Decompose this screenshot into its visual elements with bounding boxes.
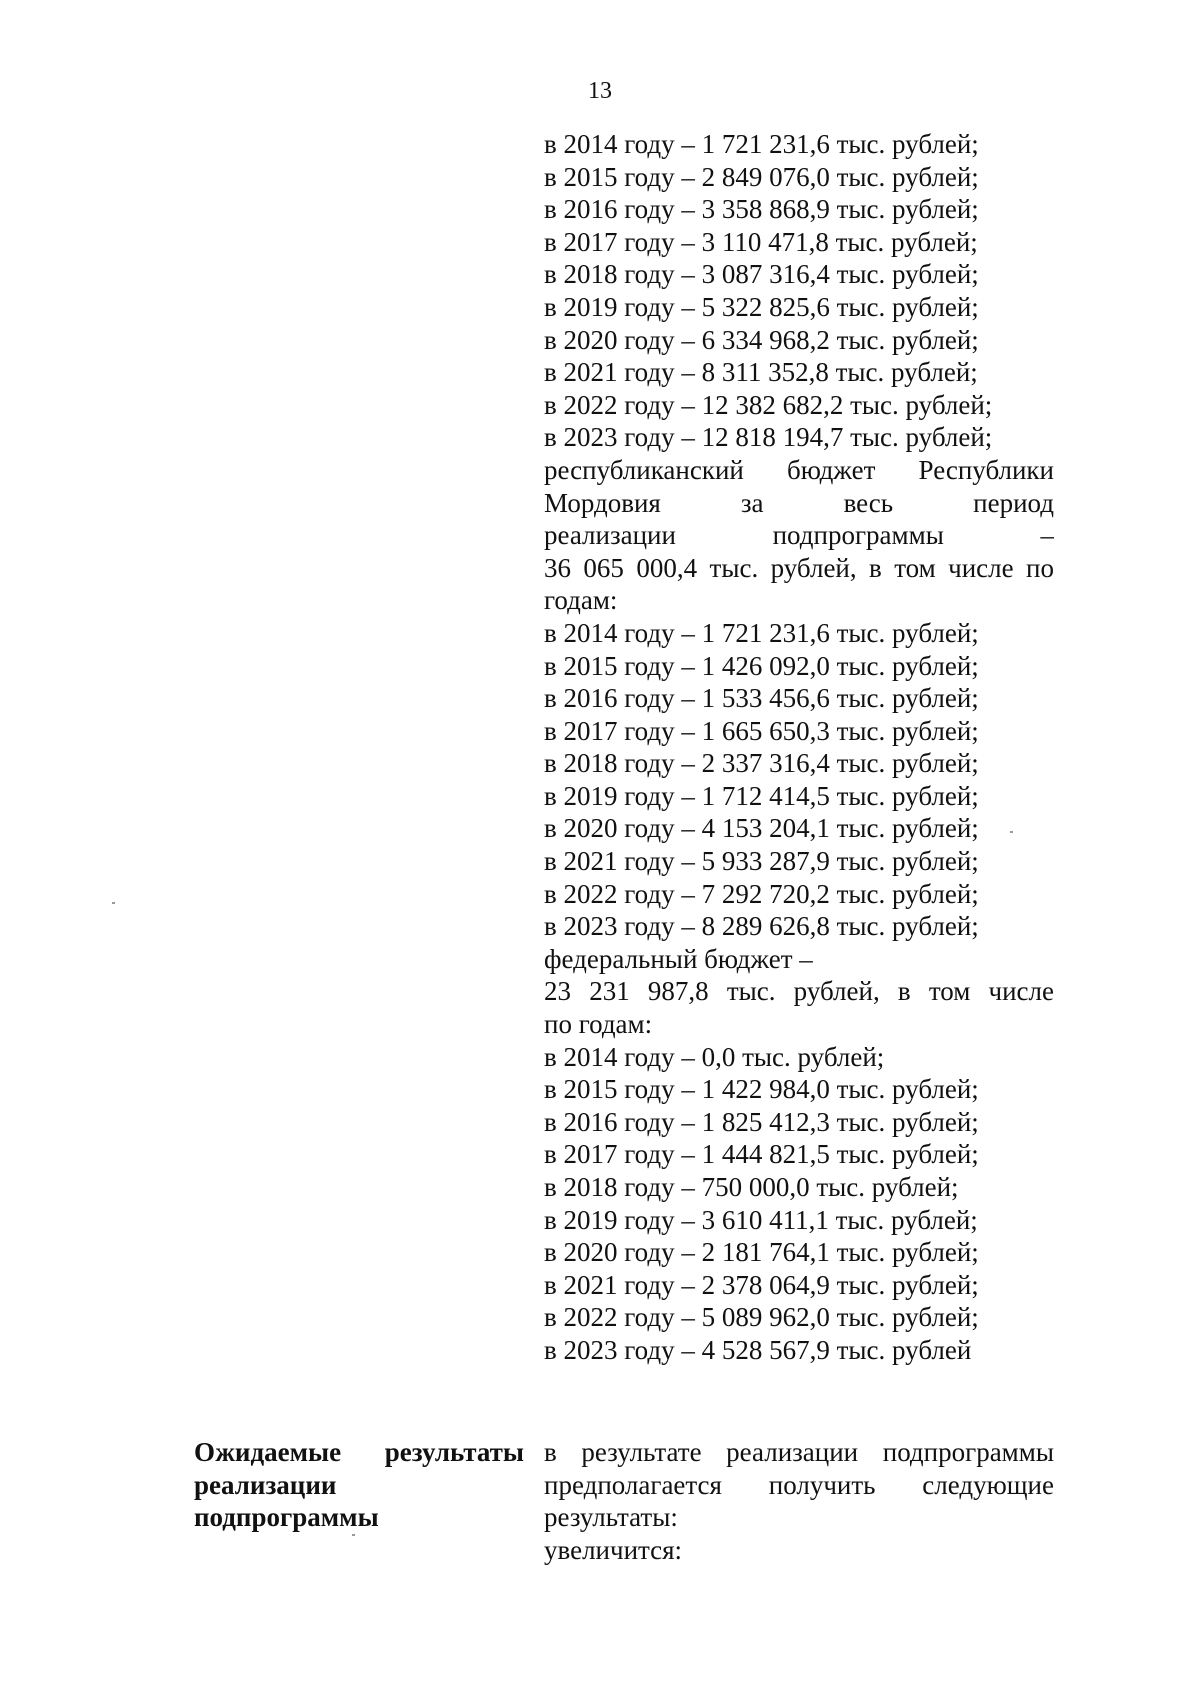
federal-year-2020: в 2020 году – 2 181 764,1 тыс. рублей; — [544, 1237, 979, 1268]
total-year-2016: в 2016 году – 3 358 868,9 тыс. рублей; — [544, 194, 979, 225]
federal-year-2018: в 2018 году – 750 000,0 тыс. рублей; — [544, 1172, 959, 1202]
total-year-2021: в 2021 году – 8 311 352,8 тыс. рублей; — [544, 357, 978, 388]
expected-results-heading-line-1: Ожидаемые результаты — [194, 1437, 524, 1467]
republican-budget-line-4: 36 065 000,4 тыс. рублей, в том числе по — [544, 552, 1054, 583]
total-year-2018: в 2018 году – 3 087 316,4 тыс. рублей; — [544, 259, 979, 290]
expected-results-heading — [194, 1436, 524, 1534]
republican-year-2017: в 2017 году – 1 665 650,3 тыс. рублей; — [544, 715, 979, 746]
republican-year-2023: в 2023 году – 8 289 626,8 тыс. рублей; — [544, 911, 979, 942]
funding-column — [544, 128, 1054, 1367]
federal-year-2021: в 2021 году – 2 378 064,9 тыс. рублей; — [544, 1269, 979, 1300]
total-year-2022: в 2022 году – 12 382 682,2 тыс. рублей; — [544, 389, 993, 420]
expected-results-heading-line-3: подпрограммы — [194, 1502, 379, 1533]
total-year-2014: в 2014 году – 1 721 231,6 тыс. рублей; — [544, 129, 979, 159]
republican-year-2016: в 2016 году – 1 533 456,6 тыс. рублей; — [544, 683, 979, 714]
republican-budget-line-1: республиканский бюджет Республики — [544, 454, 1054, 485]
expected-results-text-line-2: предполагается получить следующие — [544, 1469, 1054, 1500]
federal-year-2014: в 2014 году – 0,0 тыс. рублей; — [544, 1041, 885, 1072]
federal-year-2019: в 2019 году – 3 610 411,1 тыс. рублей; — [544, 1204, 978, 1235]
expected-results-text-line-3: результаты: — [544, 1502, 678, 1533]
republican-budget-line-3: реализации подпрограммы – — [544, 520, 1054, 551]
federal-year-2017: в 2017 году – 1 444 821,5 тыс. рублей; — [544, 1139, 979, 1170]
expected-results-text-line-4: увеличится: — [544, 1534, 683, 1565]
total-year-2019: в 2019 году – 5 322 825,6 тыс. рублей; — [544, 291, 979, 322]
federal-year-2015: в 2015 году – 1 422 984,0 тыс. рублей; — [544, 1074, 979, 1105]
republican-year-2015: в 2015 году – 1 426 092,0 тыс. рублей; — [544, 650, 979, 681]
expected-results-text — [544, 1436, 1054, 1566]
federal-budget-line-3: по годам: — [544, 1009, 653, 1040]
republican-budget-line-5: годам: — [544, 585, 618, 616]
scan-speck — [112, 902, 115, 904]
republican-year-2014: в 2014 году – 1 721 231,6 тыс. рублей; — [544, 617, 979, 648]
republican-year-2021: в 2021 году – 5 933 287,9 тыс. рублей; — [544, 846, 979, 877]
republican-year-2022: в 2022 году – 7 292 720,2 тыс. рублей; — [544, 878, 979, 909]
republican-year-2019: в 2019 году – 1 712 414,5 тыс. рублей; — [544, 780, 979, 811]
republican-budget-line-2: Мордовия за весь период — [544, 487, 1054, 518]
scan-speck — [352, 1534, 355, 1536]
expected-results-heading-line-2: реализации — [194, 1469, 337, 1500]
republican-year-2018: в 2018 году – 2 337 316,4 тыс. рублей; — [544, 748, 979, 779]
federal-budget-line-2: 23 231 987,8 тыс. рублей, в том числе — [544, 976, 1054, 1007]
total-year-2023: в 2023 году – 12 818 194,7 тыс. рублей; — [544, 422, 993, 453]
federal-year-2022: в 2022 году – 5 089 962,0 тыс. рублей; — [544, 1302, 979, 1333]
republican-year-2020: в 2020 году – 4 153 204,1 тыс. рублей; — [544, 813, 979, 844]
total-year-2020: в 2020 году – 6 334 968,2 тыс. рублей; — [544, 324, 979, 355]
federal-budget-line-1: федеральный бюджет – — [544, 943, 813, 974]
expected-results-text-line-1: в результате реализации подпрограммы — [544, 1437, 1054, 1467]
page-number: 13 — [588, 78, 612, 104]
federal-year-2016: в 2016 году – 1 825 412,3 тыс. рублей; — [544, 1106, 979, 1137]
federal-year-2023: в 2023 году – 4 528 567,9 тыс. рублей — [544, 1334, 972, 1365]
scan-speck — [1010, 831, 1013, 833]
total-year-2017: в 2017 году – 3 110 471,8 тыс. рублей; — [544, 226, 978, 257]
total-year-2015: в 2015 году – 2 849 076,0 тыс. рублей; — [544, 161, 979, 192]
